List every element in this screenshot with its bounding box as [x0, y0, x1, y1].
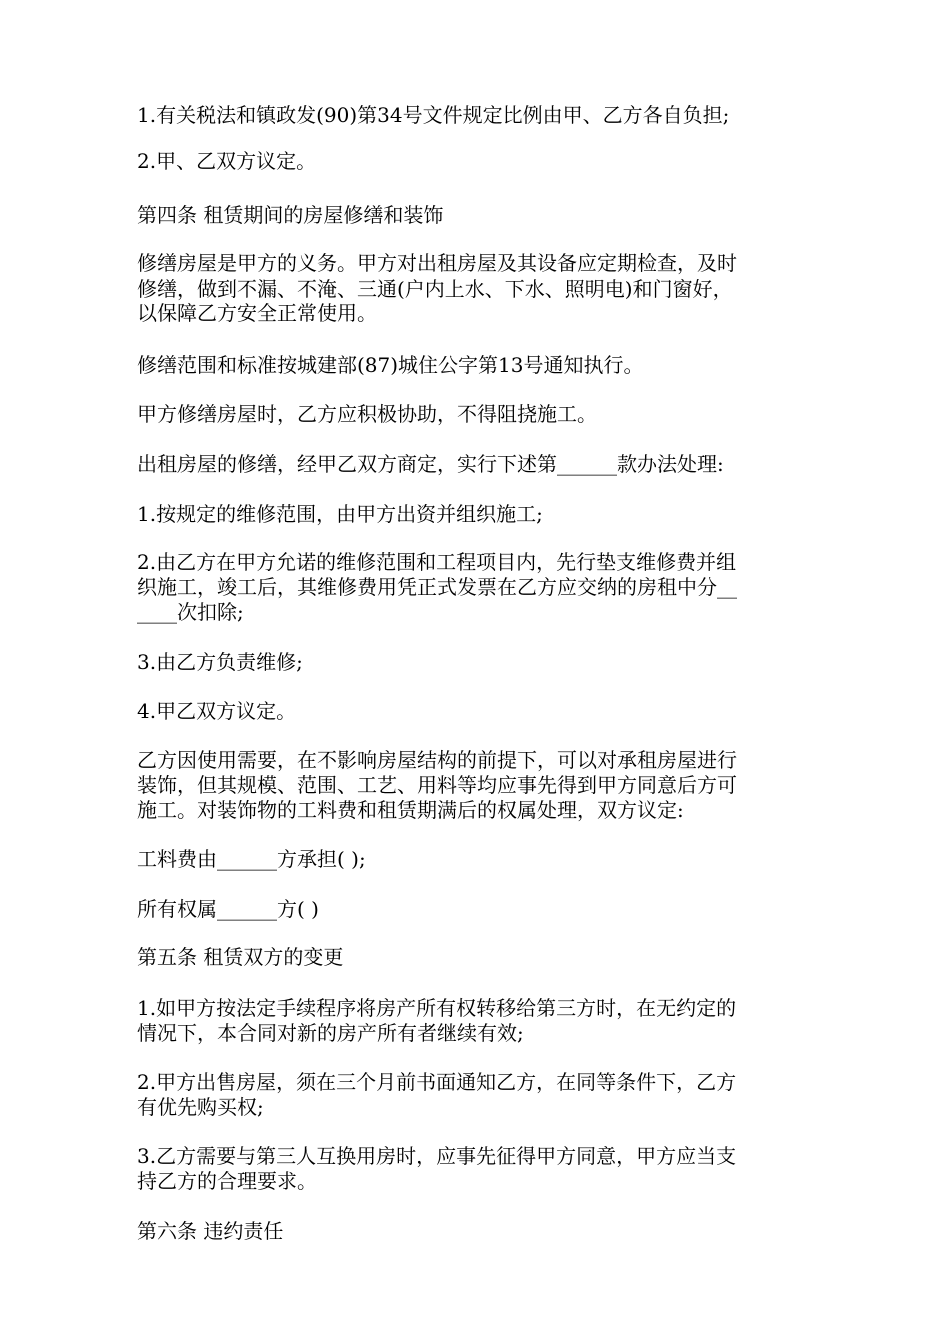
section-heading: 第五条 租赁双方的变更 — [137, 945, 344, 969]
text-line: 1.按规定的维修范围，由甲方出资并组织施工; — [137, 502, 543, 526]
text-line: 持乙方的合理要求。 — [137, 1169, 317, 1193]
text-line: 出租房屋的修缮，经甲乙双方商定，实行下述第______款办法处理: — [137, 452, 724, 476]
text-line: 修缮房屋是甲方的义务。甲方对出租房屋及其设备应定期检查，及时 — [137, 251, 737, 275]
text-line: 织施工，竣工后，其维修费用凭正式发票在乙方应交纳的房租中分__ — [137, 575, 737, 599]
text-line: 以保障乙方安全正常使用。 — [137, 301, 377, 325]
text-line: 修缮范围和标准按城建部(87)城住公字第13号通知执行。 — [137, 353, 644, 377]
text-line: 装饰，但其规模、范围、工艺、用料等均应事先得到甲方同意后方可 — [137, 773, 737, 797]
text-line: 情况下，本合同对新的房产所有者继续有效; — [137, 1021, 524, 1045]
text-line: 工料费由______方承担( ); — [137, 847, 366, 871]
text-line: 4.甲乙双方议定。 — [137, 699, 297, 723]
text-line: 修缮，做到不漏、不淹、三通(户内上水、下水、照明电)和门窗好， — [137, 277, 733, 301]
text-line: 2.由乙方在甲方允诺的维修范围和工程项目内，先行垫支维修费并组 — [137, 550, 737, 574]
text-line: 3.乙方需要与第三人互换用房时，应事先征得甲方同意，甲方应当支 — [137, 1144, 737, 1168]
text-line: 1.如甲方按法定手续程序将房产所有权转移给第三方时，在无约定的 — [137, 996, 737, 1020]
section-heading: 第六条 违约责任 — [137, 1219, 284, 1243]
text-line: 2.甲方出售房屋，须在三个月前书面通知乙方，在同等条件下，乙方 — [137, 1070, 737, 1094]
text-line: ____次扣除; — [137, 600, 244, 624]
text-line: 2.甲、乙双方议定。 — [137, 149, 317, 173]
text-line: 1.有关税法和镇政发(90)第34号文件规定比例由甲、乙方各自负担; — [137, 103, 730, 127]
text-line: 甲方修缮房屋时，乙方应积极协助，不得阻挠施工。 — [137, 402, 597, 426]
text-line: 所有权属______方( ) — [137, 897, 319, 921]
text-line: 有优先购买权; — [137, 1095, 264, 1119]
text-line: 乙方因使用需要，在不影响房屋结构的前提下，可以对承租房屋进行 — [137, 748, 737, 772]
section-heading: 第四条 租赁期间的房屋修缮和装饰 — [137, 203, 444, 227]
text-line: 施工。对装饰物的工料费和租赁期满后的权属处理，双方议定: — [137, 798, 684, 822]
text-line: 3.由乙方负责维修; — [137, 650, 303, 674]
